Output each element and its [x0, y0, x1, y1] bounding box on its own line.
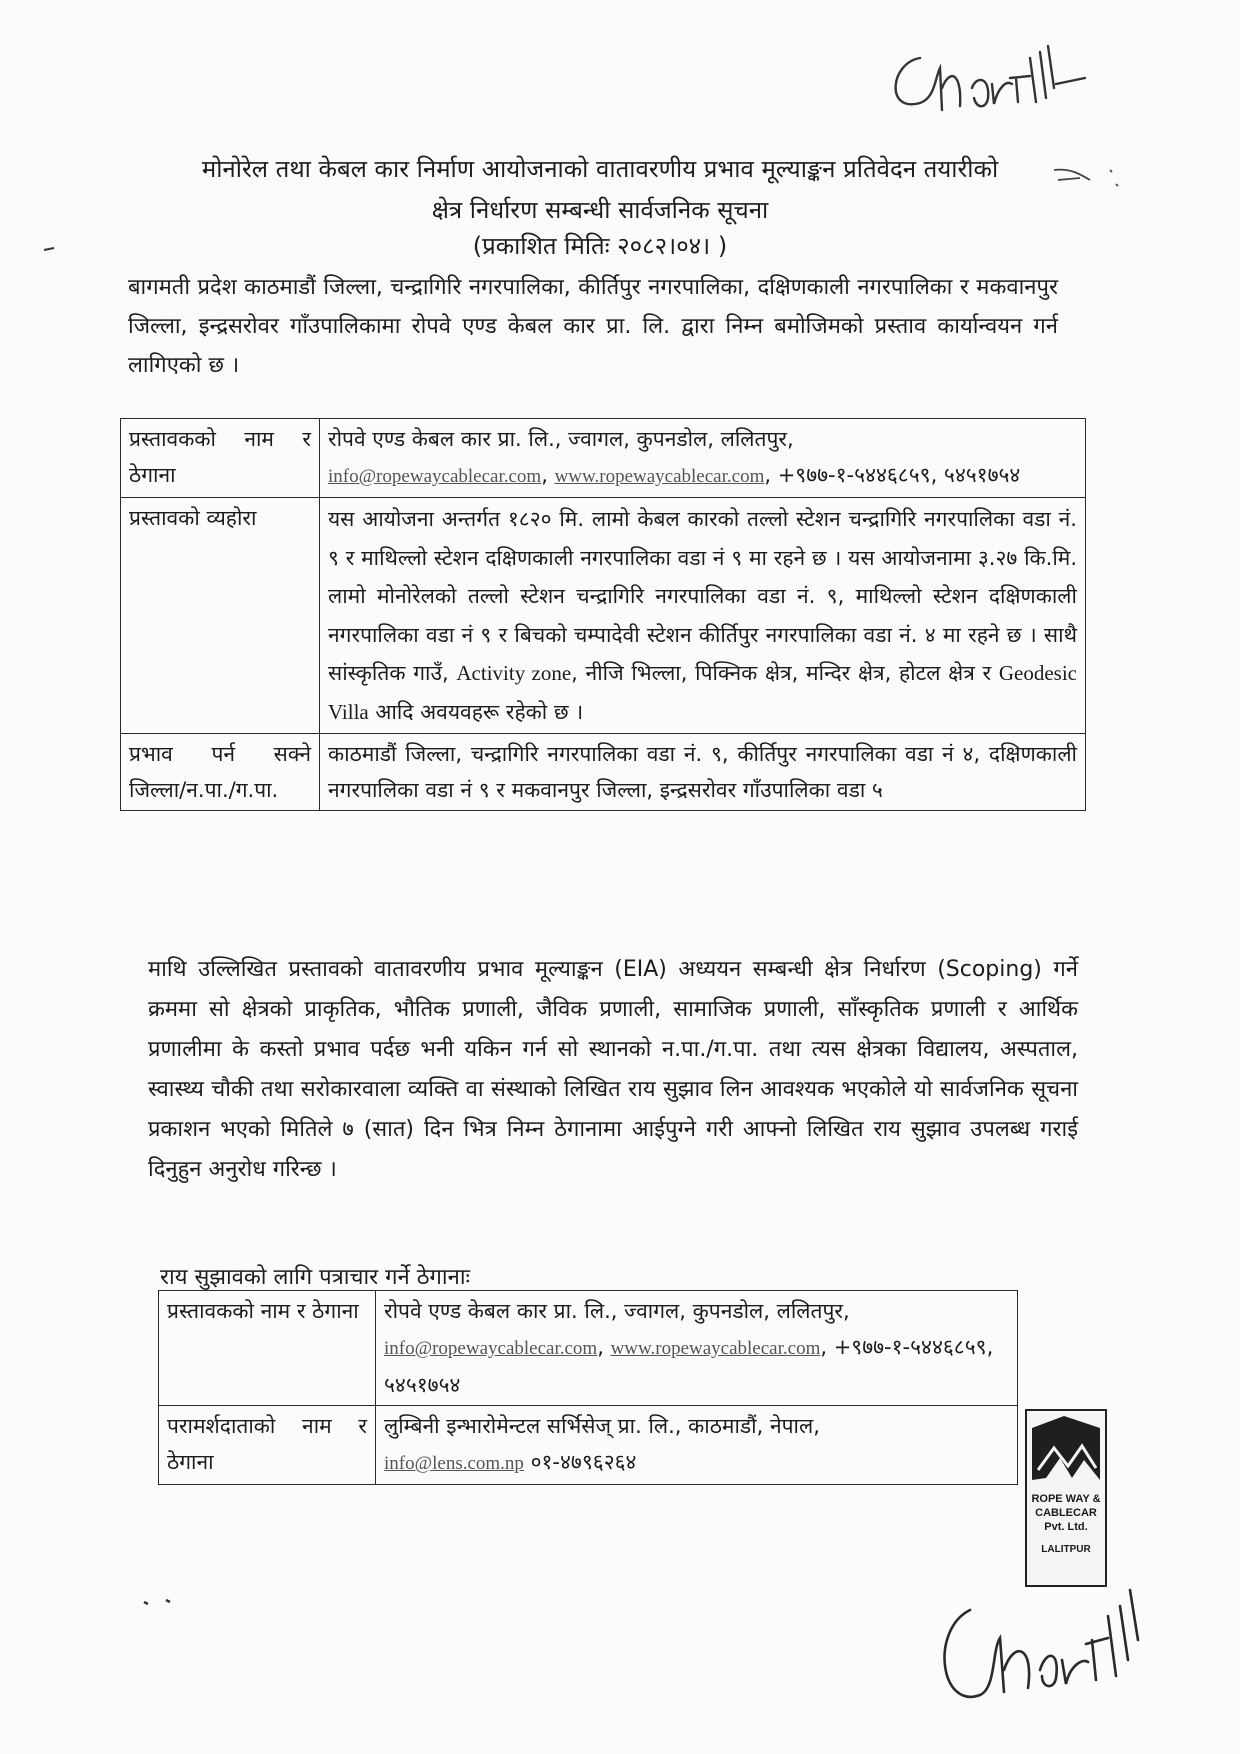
consultant-phone: ०१-४७९६२६४ — [523, 1450, 637, 1474]
table-row — [121, 734, 1086, 811]
table-row — [121, 498, 1086, 734]
title-line-1: मोनोरेल तथा केबल कार निर्माण आयोजनाको वातावरणीय प्रभाव मूल्याङ्कन प्रतिवेदन तयारीको — [201, 155, 999, 183]
stamp-line-1: ROPE WAY & — [1031, 1493, 1101, 1505]
table-row — [121, 419, 1086, 498]
margin-marks — [40, 240, 70, 260]
description-cell — [320, 498, 1086, 734]
description-latin-2: Geodesic Villa — [328, 661, 1077, 724]
stamp-line-2: CABLECAR — [1035, 1507, 1097, 1519]
proponent-details-2 — [376, 1291, 1018, 1406]
description-end: आदि अवयवहरू रहेको छ । — [368, 699, 584, 724]
intro-paragraph: बागमती प्रदेश काठमाडौं जिल्ला, चन्द्रागिरि नगरपालिका, कीर्तिपुर नगरपालिका, दक्षिणकाली नगरपालिका र मकवानपुर जिल्ला, इन्द्रसरोवर गाँउपालिकामा रोपवे एण्ड केबल कार प्रा. लि. द्वारा निम्न बमोजिमको प्रस्ताव कार्यान्वयन गर्न लागिएको छ । — [128, 275, 1058, 378]
proponent-address: रोपवे एण्ड केबल कार प्रा. लि., ज्वागल, कुपनडोल, ललितपुर, — [328, 427, 794, 451]
description-text: यस आयोजना अन्तर्गत १८२० मि. लामो केबल कारको तल्लो स्टेशन चन्द्रागिरि नगरपालिका वडा नं. ९ र माथिल्लो स्टेशन दक्षिणकाली नगरपालिका वडा नं ९ मा रहने छ । यस आयोजनामा ३.२७ कि.मि. लामो मोनोरेलको तल्लो स्टेशन चन्द्रागिरि नगरपालिका वडा नं. ९, माथिल्लो स्टेशन दक्षिणकाली नगरपालिका वडा नं ९ र बिचको चम्पादेवी स्टेशन कीर्तिपुर नगरपालिका वडा नं. ४ मा रहने छ । साथै सांस्कृतिक गाउँ, — [328, 507, 1077, 685]
body-paragraph: माथि उल्लिखित प्रस्तावको वातावरणीय प्रभाव मूल्याङ्कन (EIA) अध्ययन सम्बन्धी क्षेत्र निर्धारण (Scoping) गर्ने क्रममा सो क्षेत्रको प्राकृतिक, भौतिक प्रणाली, जैविक प्रणाली, सामाजिक प्रणाली, साँस्कृतिक प्रणाली र आर्थिक प्रणालीमा के कस्तो प्रभाव पर्दछ भनी यकिन गर्न सो स्थानको न.पा./ग.पा. तथा त्यस क्षेत्रका विद्यालय, अस्पताल, स्वास्थ्य चौकी तथा सरोकारवाला व्यक्ति वा संस्थाको लिखित राय सुझाव लिन आवश्यक भएकोले यो सार्वजनिक सूचना प्रकाशन भएको मितिले ७ (सात) दिन भित्र निम्न ठेगानामा आईपुग्ने गरी आफ्नो लिखित राय सुझाव उपलब्ध गराई दिनुहुन अनुरोध गरिन्छ । — [148, 957, 1078, 1182]
stamp-line-3: Pvt. Ltd. — [1044, 1521, 1088, 1533]
description-mid: , नीजि भिल्ला, पिक्निक क्षेत्र, मन्दिर क्षेत्र, होटल क्षेत्र र — [571, 661, 992, 685]
title-line-2: क्षेत्र निर्धारण सम्बन्धी सार्वजनिक सूचना — [431, 196, 769, 224]
proposal-table — [120, 418, 1086, 811]
margin-marks — [140, 1592, 200, 1612]
consultant-address: लुम्बिनी इन्भारोमेन्टल सर्भिसेज् प्रा. लि., काठमाडौं, नेपाल, — [384, 1414, 820, 1438]
consultant-label: परामर्शदाताको नाम र ठेगाना — [159, 1406, 376, 1485]
table-row — [159, 1406, 1018, 1485]
affected-areas: काठमाडौं जिल्ला, चन्द्रागिरि नगरपालिका वडा नं. ९, कीर्तिपुर नगरपालिका वडा नं ४, दक्षिणकाली नगरपालिका वडा नं ९ र मकवानपुर जिल्ला, इन्द्रसरोवर गाँउपालिका वडा ५ — [320, 734, 1086, 811]
signature-top — [880, 18, 1110, 128]
proponent-phone: , +९७७-१-५४४६८५९, ५४५१७५४ — [764, 463, 1021, 487]
separator: , — [597, 1335, 611, 1359]
description-latin-1: Activity zone — [456, 661, 572, 685]
proponent-address-2: रोपवे एण्ड केबल कार प्रा. लि., ज्वागल, कुपनडोल, ललितपुर, — [384, 1299, 850, 1323]
separator: , — [541, 463, 555, 487]
stamp-line-4: LALITPUR — [1041, 1544, 1091, 1555]
proponent-label: प्रस्तावकको नाम र ठेगाना — [121, 419, 320, 498]
proponent-phone-2: , +९७७-१-५४४६८५९, ५४५१७५४ — [384, 1335, 994, 1397]
table-row — [159, 1291, 1018, 1406]
correspondence-table — [158, 1290, 1018, 1485]
proponent-website-link[interactable]: www.ropewaycablecar.com — [554, 466, 765, 487]
published-date: (प्रकाशित मितिः २०८२।०४। ) — [472, 232, 728, 260]
affected-label: प्रभाव पर्न सक्ने जिल्ला/न.पा./ग.पा. — [121, 734, 320, 811]
proponent-details — [320, 419, 1086, 498]
proponent-email-link[interactable]: info@ropewaycablecar.com — [328, 466, 542, 487]
proponent-website-link-2[interactable]: www.ropewaycablecar.com — [610, 1338, 821, 1359]
consultant-email-link[interactable]: info@lens.com.np — [384, 1453, 524, 1474]
description-label: प्रस्तावको व्यहोरा — [121, 498, 320, 734]
address-heading: राय सुझावको लागि पत्राचार गर्ने ठेगानाः — [160, 1265, 470, 1290]
consultant-details — [376, 1406, 1018, 1485]
signature-bottom — [930, 1520, 1160, 1720]
proponent-label-2: प्रस्तावकको नाम र ठेगाना — [159, 1291, 376, 1406]
proponent-email-link-2[interactable]: info@ropewaycablecar.com — [384, 1338, 598, 1359]
